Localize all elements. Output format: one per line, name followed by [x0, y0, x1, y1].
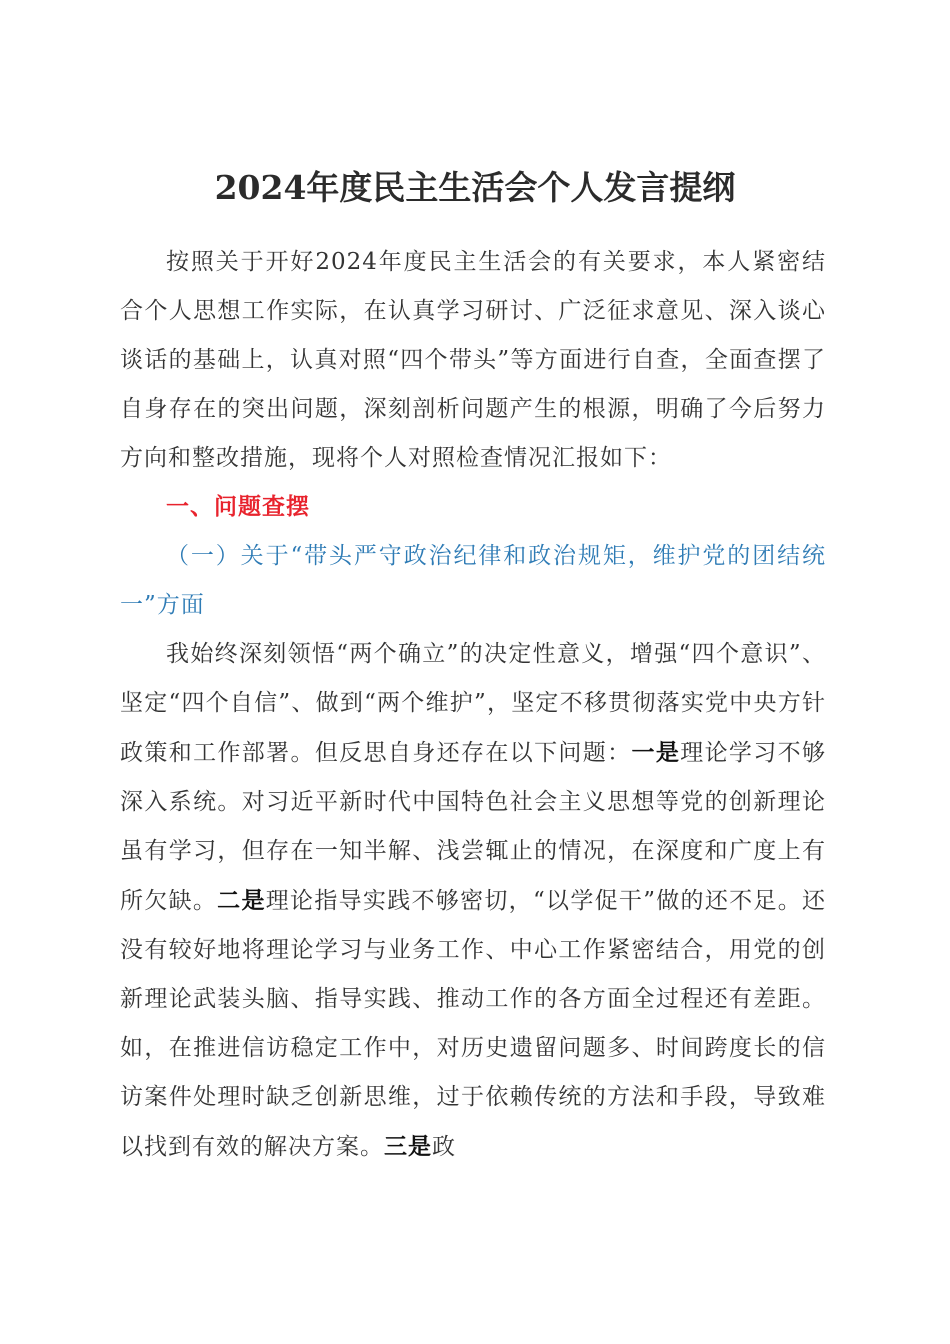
intro-paragraph: 按照关于开好2024年度民主生活会的有关要求，本人紧密结合个人思想工作实际，在认真学习研讨、广泛征求意见、深入谈心谈话的基础上，认真对照“四个带头”等方面进行自查，全面查摆了自身存在的突出问题，深刻剖析问题产生的根源，明确了今后努力方向和整改措施，现将个人对照检查情况汇报如下： — [120, 249, 826, 471]
paragraph-text: 政 — [432, 1134, 456, 1160]
section-heading-problems — [120, 483, 826, 532]
section-heading-text: 一、问题查摆 — [166, 494, 310, 520]
paragraph-text: 理论学习不够深入系统。对习近平新时代中国特色社会主义思想等党的创新理论虽有学习，但存在一知半解、浅尝辄止的情况，在深度和广度上有所欠缺。 — [120, 740, 827, 914]
point-marker-1: 一是 — [631, 739, 681, 766]
paragraph-text: 我始终深刻领悟“两个确立”的决定性意义，增强“四个意识”、坚定“四个自信”、做到“两个维护”，坚定不移贯彻落实党中央方针政策和工作部署。但反思自身还存在以下问题： — [120, 641, 826, 766]
document-body — [120, 238, 826, 1172]
problem-paragraph — [120, 630, 826, 1172]
paragraph-text: 理论指导实践不够密切，“以学促干”做的还不足。还没有较好地将理论学习与业务工作、中心工作紧密结合，用党的创新理论武装头脑、指导实践、推动工作的各方面全过程还有差距。如，在推进信访稳定工作中，对历史遗留问题多、时间跨度长的信访案件处理时缺乏创新思维，过于依赖传统的方法和手段，导致难以找到有效的解决方案。 — [120, 888, 826, 1160]
point-marker-2: 二是 — [217, 887, 266, 914]
point-marker-3: 三是 — [384, 1133, 432, 1160]
document-title: 2024年度民主生活会个人发言提纲 — [214, 168, 736, 207]
subsection-heading-political-discipline: （一）关于“带头严守政治纪律和政治规矩，维护党的团结统一”方面 — [120, 543, 826, 618]
